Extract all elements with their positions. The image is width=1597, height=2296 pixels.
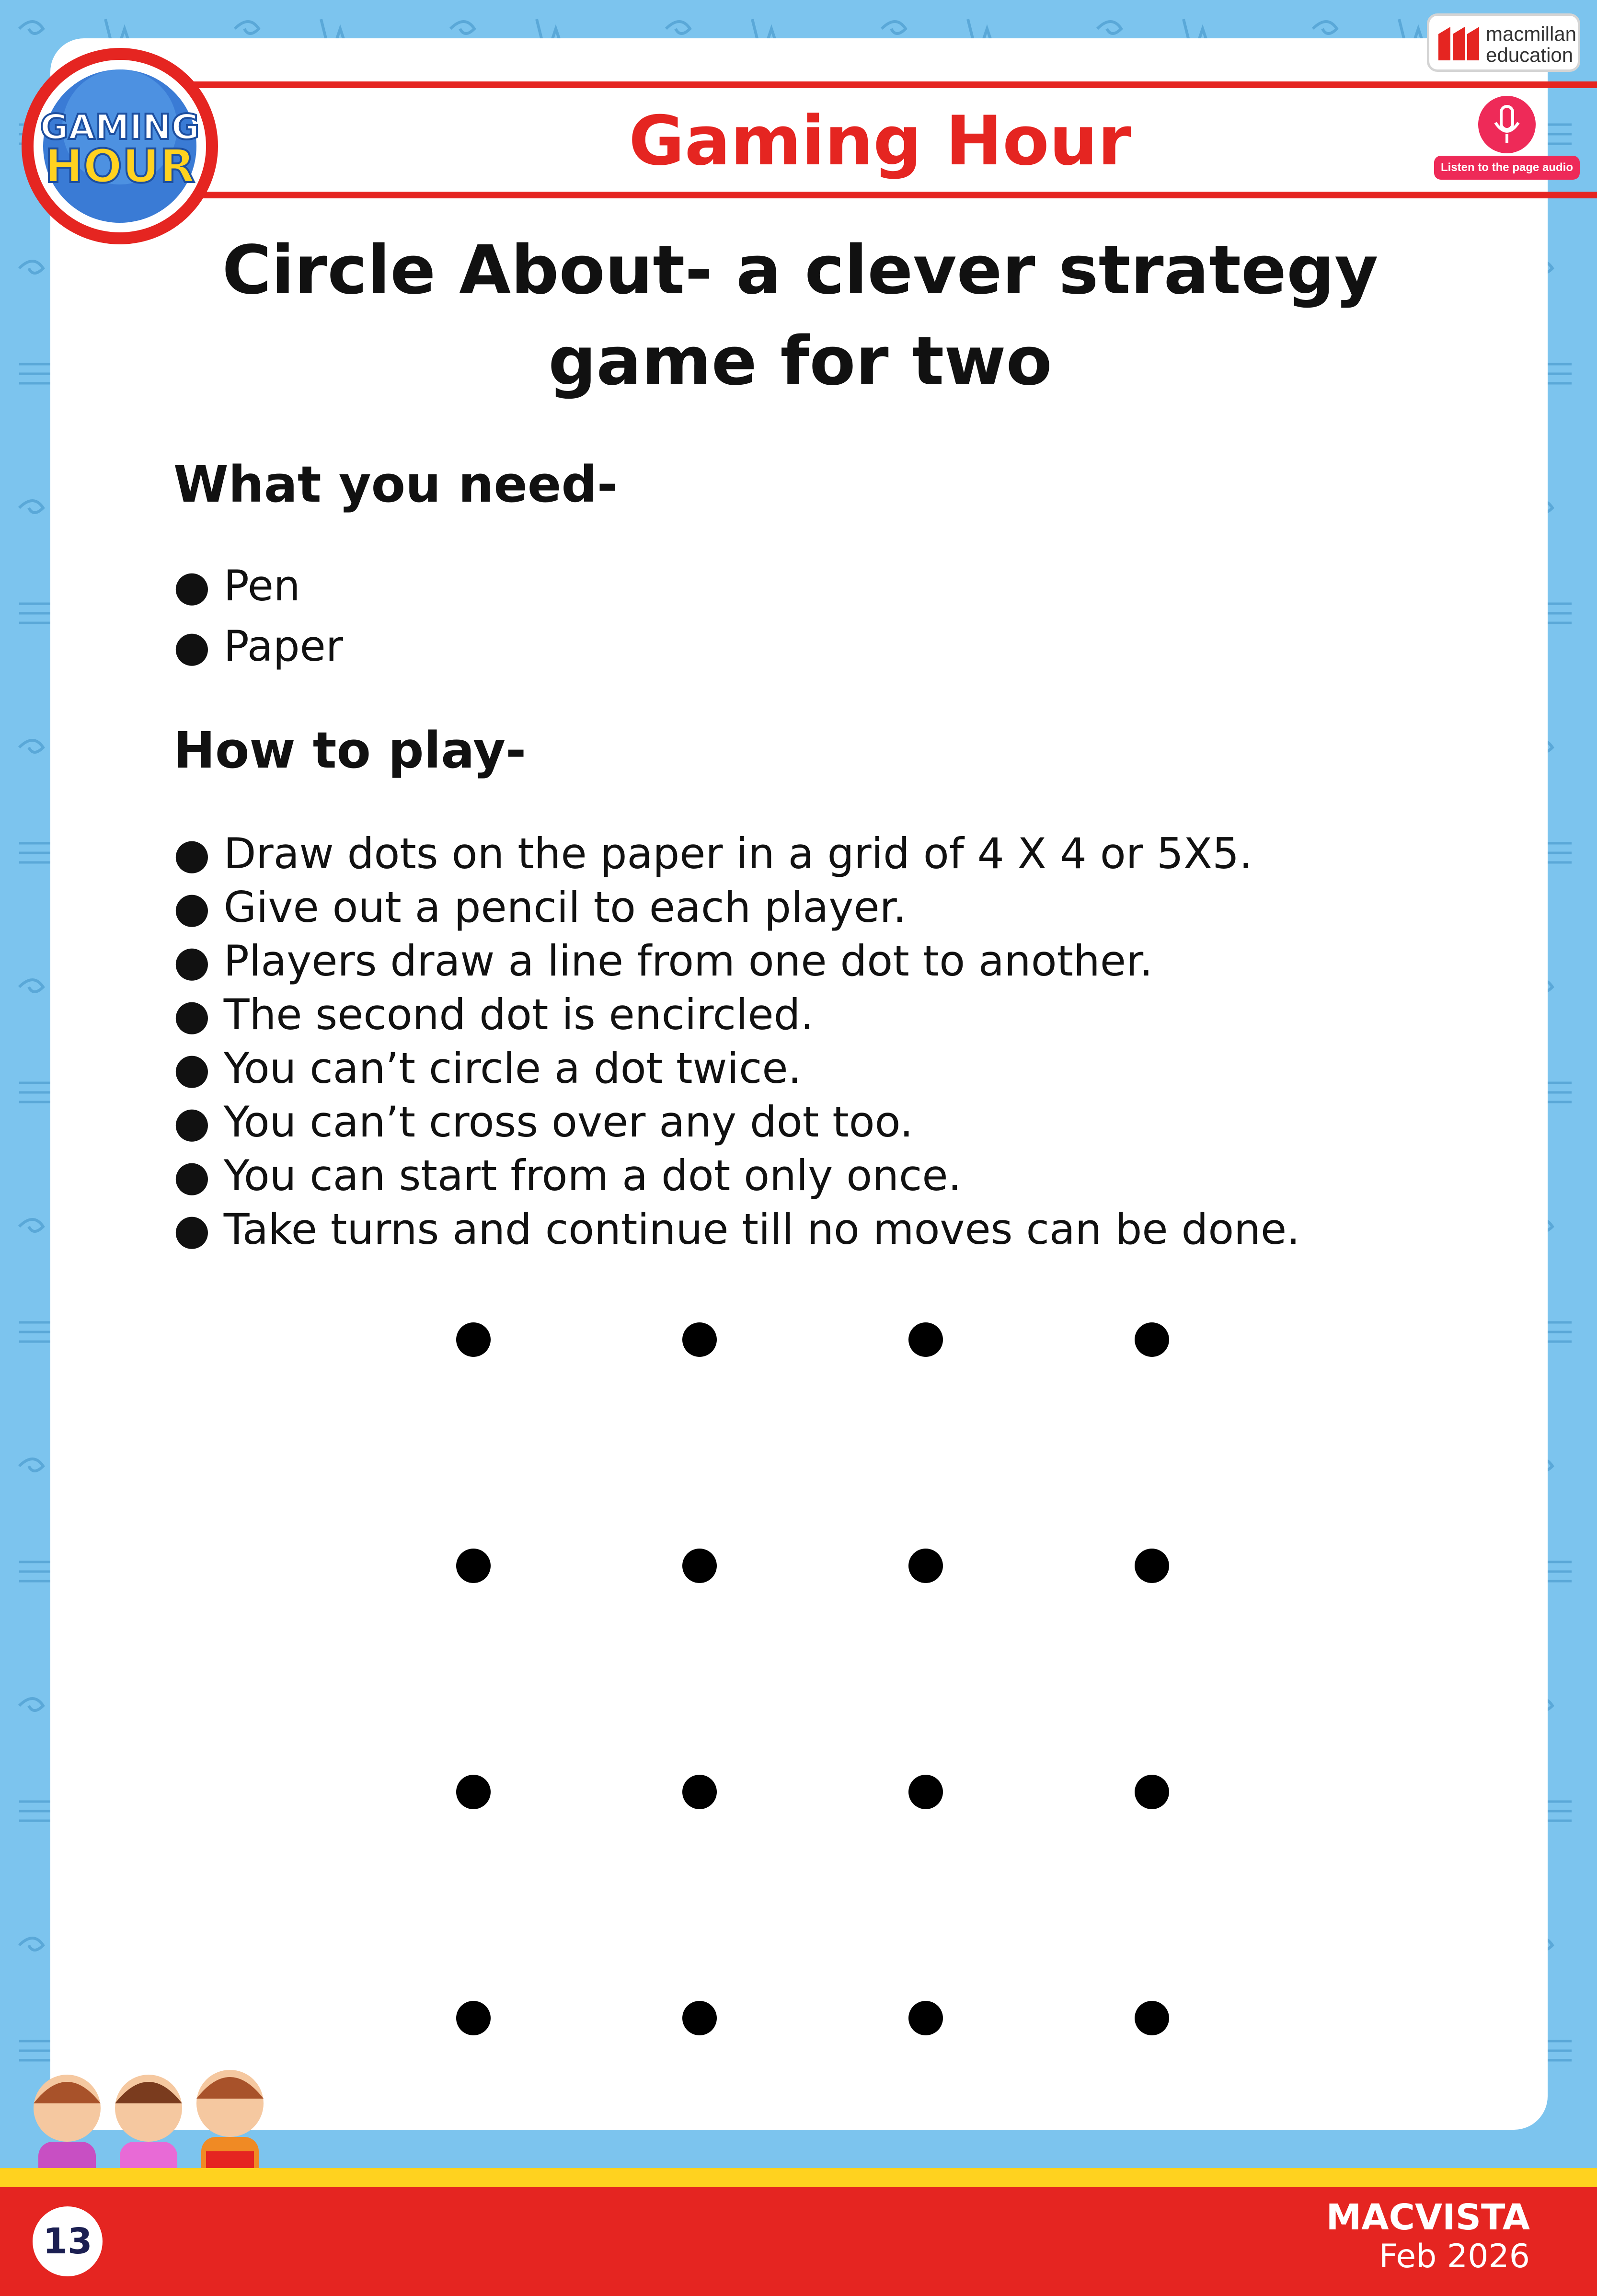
grid-dot [1135, 1322, 1169, 1357]
list-item: ● Draw dots on the paper in a grid of 4 X 4 or 5X5. [173, 827, 1300, 881]
badge-line-1: GAMING [40, 107, 200, 147]
header-top-rule [163, 81, 1597, 88]
steps-list [173, 827, 1300, 1256]
grid-dot [456, 1775, 491, 1809]
list-item: ● Pen [173, 556, 343, 616]
grid-dot [1135, 1775, 1169, 1809]
page-number: 13 [33, 2206, 103, 2276]
section-title: Gaming Hour [629, 102, 1131, 181]
dot-grid [412, 1322, 1217, 2127]
grid-dot [682, 2001, 717, 2035]
grid-dot [908, 1775, 943, 1809]
magazine-brand: MACVISTA [1326, 2197, 1530, 2238]
needs-list [173, 556, 343, 677]
howto-heading: How to play- [173, 721, 527, 780]
listen-audio-label[interactable]: Listen to the page audio [1434, 156, 1580, 180]
macmillan-logo [1427, 13, 1580, 72]
grid-dot [1135, 2001, 1169, 2035]
logo-line-1: macmillan [1486, 23, 1577, 45]
grid-dot [456, 2001, 491, 2035]
list-item: ● You can’t circle a dot twice. [173, 1042, 1300, 1095]
grid-dot [908, 1549, 943, 1583]
footer-stripe [0, 2168, 1597, 2187]
article-title-line-2: game for two [548, 322, 1052, 401]
needs-heading: What you need- [173, 455, 618, 514]
list-item: ● Take turns and continue till no moves can be done. [173, 1203, 1300, 1256]
grid-dot [1135, 1549, 1169, 1583]
issue-date: Feb 2026 [1379, 2238, 1530, 2275]
list-item: ● Paper [173, 616, 343, 677]
list-item: ● Give out a pencil to each player. [173, 881, 1300, 934]
grid-dot [908, 2001, 943, 2035]
list-item: ● You can’t cross over any dot too. [173, 1095, 1300, 1149]
list-item: ● You can start from a dot only once. [173, 1149, 1300, 1203]
grid-dot [682, 1322, 717, 1357]
logo-line-2: education [1486, 44, 1574, 66]
grid-dot [456, 1549, 491, 1583]
grid-dot [908, 1322, 943, 1357]
article-title-line-1: Circle About- a clever strategy [222, 231, 1379, 310]
listen-audio-button[interactable] [1430, 96, 1584, 182]
grid-dot [682, 1775, 717, 1809]
microphone-icon [1478, 96, 1536, 153]
macmillan-logo-icon [1436, 24, 1482, 63]
article-title [144, 225, 1457, 407]
header-bottom-rule [163, 192, 1597, 198]
list-item: ● Players draw a line from one dot to another. [173, 934, 1300, 988]
grid-dot [456, 1322, 491, 1357]
grid-dot [682, 1549, 717, 1583]
badge-line-2: HOUR [45, 139, 195, 193]
gaming-hour-badge [19, 46, 220, 247]
list-item: ● The second dot is encircled. [173, 988, 1300, 1042]
